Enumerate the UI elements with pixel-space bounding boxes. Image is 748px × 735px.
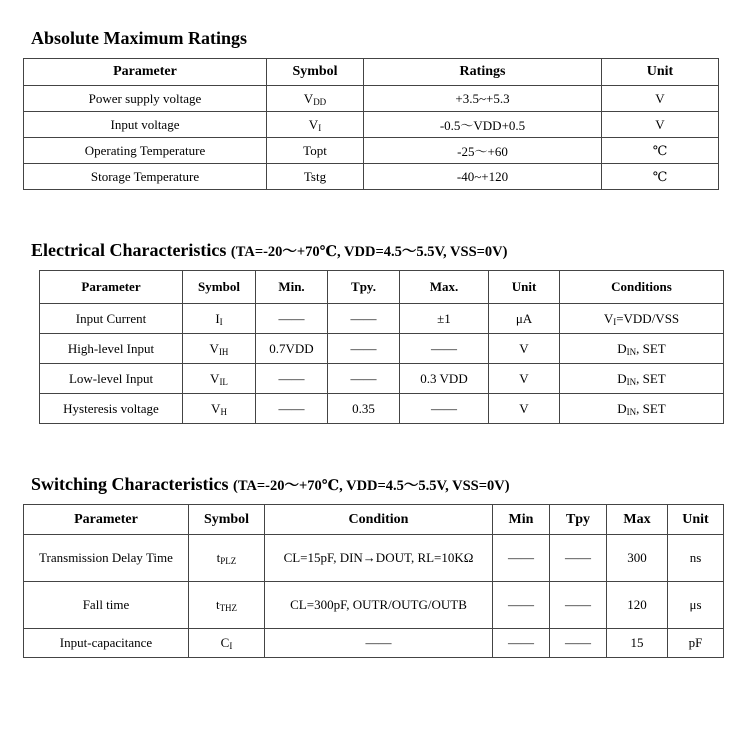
table-row (24, 164, 719, 190)
table-header-row (24, 505, 724, 535)
unit-cell: V (489, 334, 560, 364)
col-header: Tpy. (328, 271, 400, 304)
electrical-subtitle: (TA=-20～+70℃, VDD=4.5～5.5V, VSS=0V) (230, 244, 508, 260)
min-cell: —— (493, 535, 550, 582)
typ-cell: —— (550, 629, 607, 658)
typ-cell: —— (328, 364, 400, 394)
electrical-table (39, 270, 724, 424)
table-row (40, 304, 724, 334)
table-row (40, 334, 724, 364)
unit-cell: μA (489, 304, 560, 334)
symbol-cell: $V_I$ (267, 112, 364, 138)
unit-cell: ℃ (602, 164, 719, 190)
min-cell: —— (256, 394, 328, 424)
min-cell: —— (493, 582, 550, 629)
symbol-cell: Topt (267, 138, 364, 164)
max-cell: —— (400, 394, 489, 424)
unit-cell: V (489, 364, 560, 394)
col-header: Ratings (364, 59, 602, 86)
col-header: Symbol (183, 271, 256, 304)
param-cell: Input voltage (24, 112, 267, 138)
param-cell: Transmission Delay Time (24, 535, 189, 582)
table-row (24, 86, 719, 112)
max-cell: —— (400, 334, 489, 364)
col-header: Min. (256, 271, 328, 304)
col-header: Condition (265, 505, 493, 535)
symbol-cell: $V_{IL}$ (183, 364, 256, 394)
table-row (24, 138, 719, 164)
switching-subtitle: (TA=-20～+70℃, VDD=4.5～5.5V, VSS=0V) (232, 478, 510, 494)
col-header: Symbol (267, 59, 364, 86)
unit-cell: ns (668, 535, 724, 582)
col-header: Parameter (24, 505, 189, 535)
typ-cell: —— (328, 304, 400, 334)
abs-max-table (23, 58, 719, 190)
param-cell: Input Current (40, 304, 183, 334)
param-cell: Fall time (24, 582, 189, 629)
table-row (24, 535, 724, 582)
rating-cell: -40~+120 (364, 164, 602, 190)
max-cell: ±1 (400, 304, 489, 334)
max-cell: 120 (607, 582, 668, 629)
param-cell: Hysteresis voltage (40, 394, 183, 424)
abs-max-title: Absolute Maximum Ratings (31, 28, 248, 48)
condition-cell: CL=300pF, OUTR/OUTG/OUTB (265, 582, 493, 629)
typ-cell: 0.35 (328, 394, 400, 424)
conditions-cell: $V_I=VDD$/VSS (560, 304, 724, 334)
typ-cell: —— (328, 334, 400, 364)
table-header-row (24, 59, 719, 86)
symbol-cell: $I_I$ (183, 304, 256, 334)
symbol-cell: $V_{IH}$ (183, 334, 256, 364)
symbol-cell: $t_{THZ}$ (189, 582, 265, 629)
table-header-row (40, 271, 724, 304)
table-row (24, 629, 724, 658)
param-cell: Low-level Input (40, 364, 183, 394)
unit-cell: pF (668, 629, 724, 658)
symbol-cell: $t_{PLZ}$ (189, 535, 265, 582)
unit-cell: μs (668, 582, 724, 629)
unit-cell: V (602, 112, 719, 138)
rating-cell: -0.5～VDD+0.5 (364, 112, 602, 138)
switching-title: Switching Characteristics (TA=-20～+70℃, VDD=4.5～5.5V, VSS=0V) (31, 474, 510, 494)
electrical-title: Electrical Characteristics (TA=-20～+70℃, VDD=4.5～5.5V, VSS=0V) (31, 240, 508, 260)
param-cell: Input-capacitance (24, 629, 189, 658)
condition-cell: —— (265, 629, 493, 658)
rating-cell: -25～+60 (364, 138, 602, 164)
col-header: Min (493, 505, 550, 535)
max-cell: 0.3 VDD (400, 364, 489, 394)
col-header: Unit (668, 505, 724, 535)
table-row (40, 364, 724, 394)
typ-cell: —— (550, 535, 607, 582)
param-cell: Operating Temperature (24, 138, 267, 164)
table-row (24, 582, 724, 629)
col-header: Tpy (550, 505, 607, 535)
param-cell: High-level Input (40, 334, 183, 364)
col-header: Conditions (560, 271, 724, 304)
typ-cell: —— (550, 582, 607, 629)
col-header: Parameter (24, 59, 267, 86)
col-header: Max (607, 505, 668, 535)
col-header: Symbol (189, 505, 265, 535)
rating-cell: +3.5~+5.3 (364, 86, 602, 112)
min-cell: —— (256, 364, 328, 394)
param-cell: Power supply voltage (24, 86, 267, 112)
table-row (24, 112, 719, 138)
unit-cell: V (602, 86, 719, 112)
param-cell: Storage Temperature (24, 164, 267, 190)
col-header: Unit (602, 59, 719, 86)
condition-cell: CL=15pF, DIN→DOUT, RL=10KΩ (265, 535, 493, 582)
min-cell: —— (256, 304, 328, 334)
symbol-cell: Tstg (267, 164, 364, 190)
switching-table (23, 504, 724, 658)
min-cell: 0.7VDD (256, 334, 328, 364)
unit-cell: ℃ (602, 138, 719, 164)
table-row (40, 394, 724, 424)
max-cell: 300 (607, 535, 668, 582)
conditions-cell: $D_{IN}$, SET (560, 334, 724, 364)
col-header: Unit (489, 271, 560, 304)
conditions-cell: $D_{IN}$, SET (560, 394, 724, 424)
symbol-cell: $V_H$ (183, 394, 256, 424)
unit-cell: V (489, 394, 560, 424)
col-header: Parameter (40, 271, 183, 304)
min-cell: —— (493, 629, 550, 658)
col-header: Max. (400, 271, 489, 304)
symbol-cell: $V_{DD}$ (267, 86, 364, 112)
conditions-cell: $D_{IN}$, SET (560, 364, 724, 394)
symbol-cell: $C_I$ (189, 629, 265, 658)
max-cell: 15 (607, 629, 668, 658)
